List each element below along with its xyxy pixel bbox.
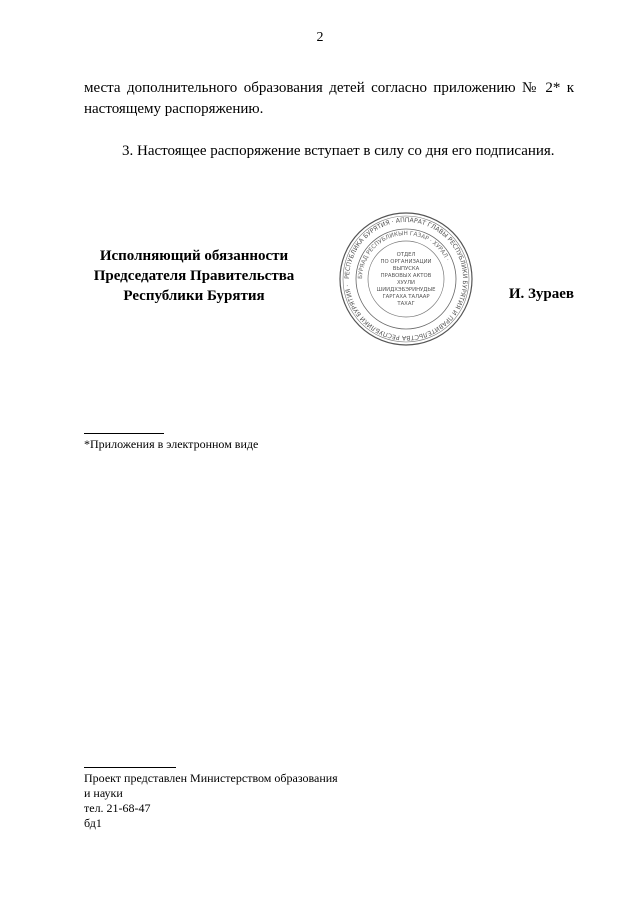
paragraph-continuation <box>84 78 574 120</box>
document-code: бд1 <box>84 816 102 830</box>
signatory-position-line: Председателя Правительства <box>93 268 295 284</box>
signatory-name: И. Зураев <box>508 286 574 302</box>
draft-info-line: Проект представлен Министерством образования <box>84 771 338 785</box>
svg-text:ХУУЛИ: ХУУЛИ <box>396 280 416 286</box>
signatory-position-line: Исполняющий обязанности <box>99 248 289 264</box>
paragraph-line: места дополнительного образования детей согласно приложению № 2* к <box>84 80 574 96</box>
official-seal <box>338 211 474 347</box>
signatory-position-line: Республики Бурятия <box>123 288 265 304</box>
phone-number: тел. 21-68-47 <box>84 801 151 815</box>
seal-outer-text: РЕСПУБЛИКА БУРЯТИЯ · АППАРАТ ГЛАВЫ РЕСПУБЛИКИ БУРЯТИЯ И ПРАВИТЕЛЬСТВА РЕСПУБЛИКИ БУРЯТИЯ · <box>343 216 469 342</box>
svg-text:ВЫПУСКА: ВЫПУСКА <box>392 266 420 272</box>
svg-text:ТАХАГ: ТАХАГ <box>397 301 415 307</box>
seal-middle-circle <box>356 229 456 329</box>
bottom-divider <box>84 767 176 768</box>
signatory-position <box>84 246 304 306</box>
draft-info <box>84 771 338 831</box>
paragraph-line: настоящему распоряжению. <box>84 101 264 117</box>
footnote-text: *Приложения в электронном виде <box>84 437 259 451</box>
footnote-divider <box>84 433 164 434</box>
svg-text:ПО ОРГАНИЗАЦИИ: ПО ОРГАНИЗАЦИИ <box>380 259 432 265</box>
draft-info-line: и науки <box>84 786 123 800</box>
seal-inner-text: БУРЯАД РЕСПУБЛИКЫН ГАЗАР · ХУРАЛ · <box>357 230 450 280</box>
seal-center-text <box>377 252 437 307</box>
svg-text:ГАРГАХА ТАЛААР: ГАРГАХА ТАЛААР <box>382 294 430 300</box>
paragraph-item-3: 3. Настоящее распоряжение вступает в силу со дня его подписания. <box>122 143 555 159</box>
svg-text:ПРАВОВЫХ АКТОВ: ПРАВОВЫХ АКТОВ <box>380 273 432 279</box>
svg-text:ШИИДХЭБЭРИНУДЫЕ: ШИИДХЭБЭРИНУДЫЕ <box>376 287 436 293</box>
page-number: 2 <box>316 30 324 45</box>
svg-text:ОТДЕЛ: ОТДЕЛ <box>396 252 416 258</box>
